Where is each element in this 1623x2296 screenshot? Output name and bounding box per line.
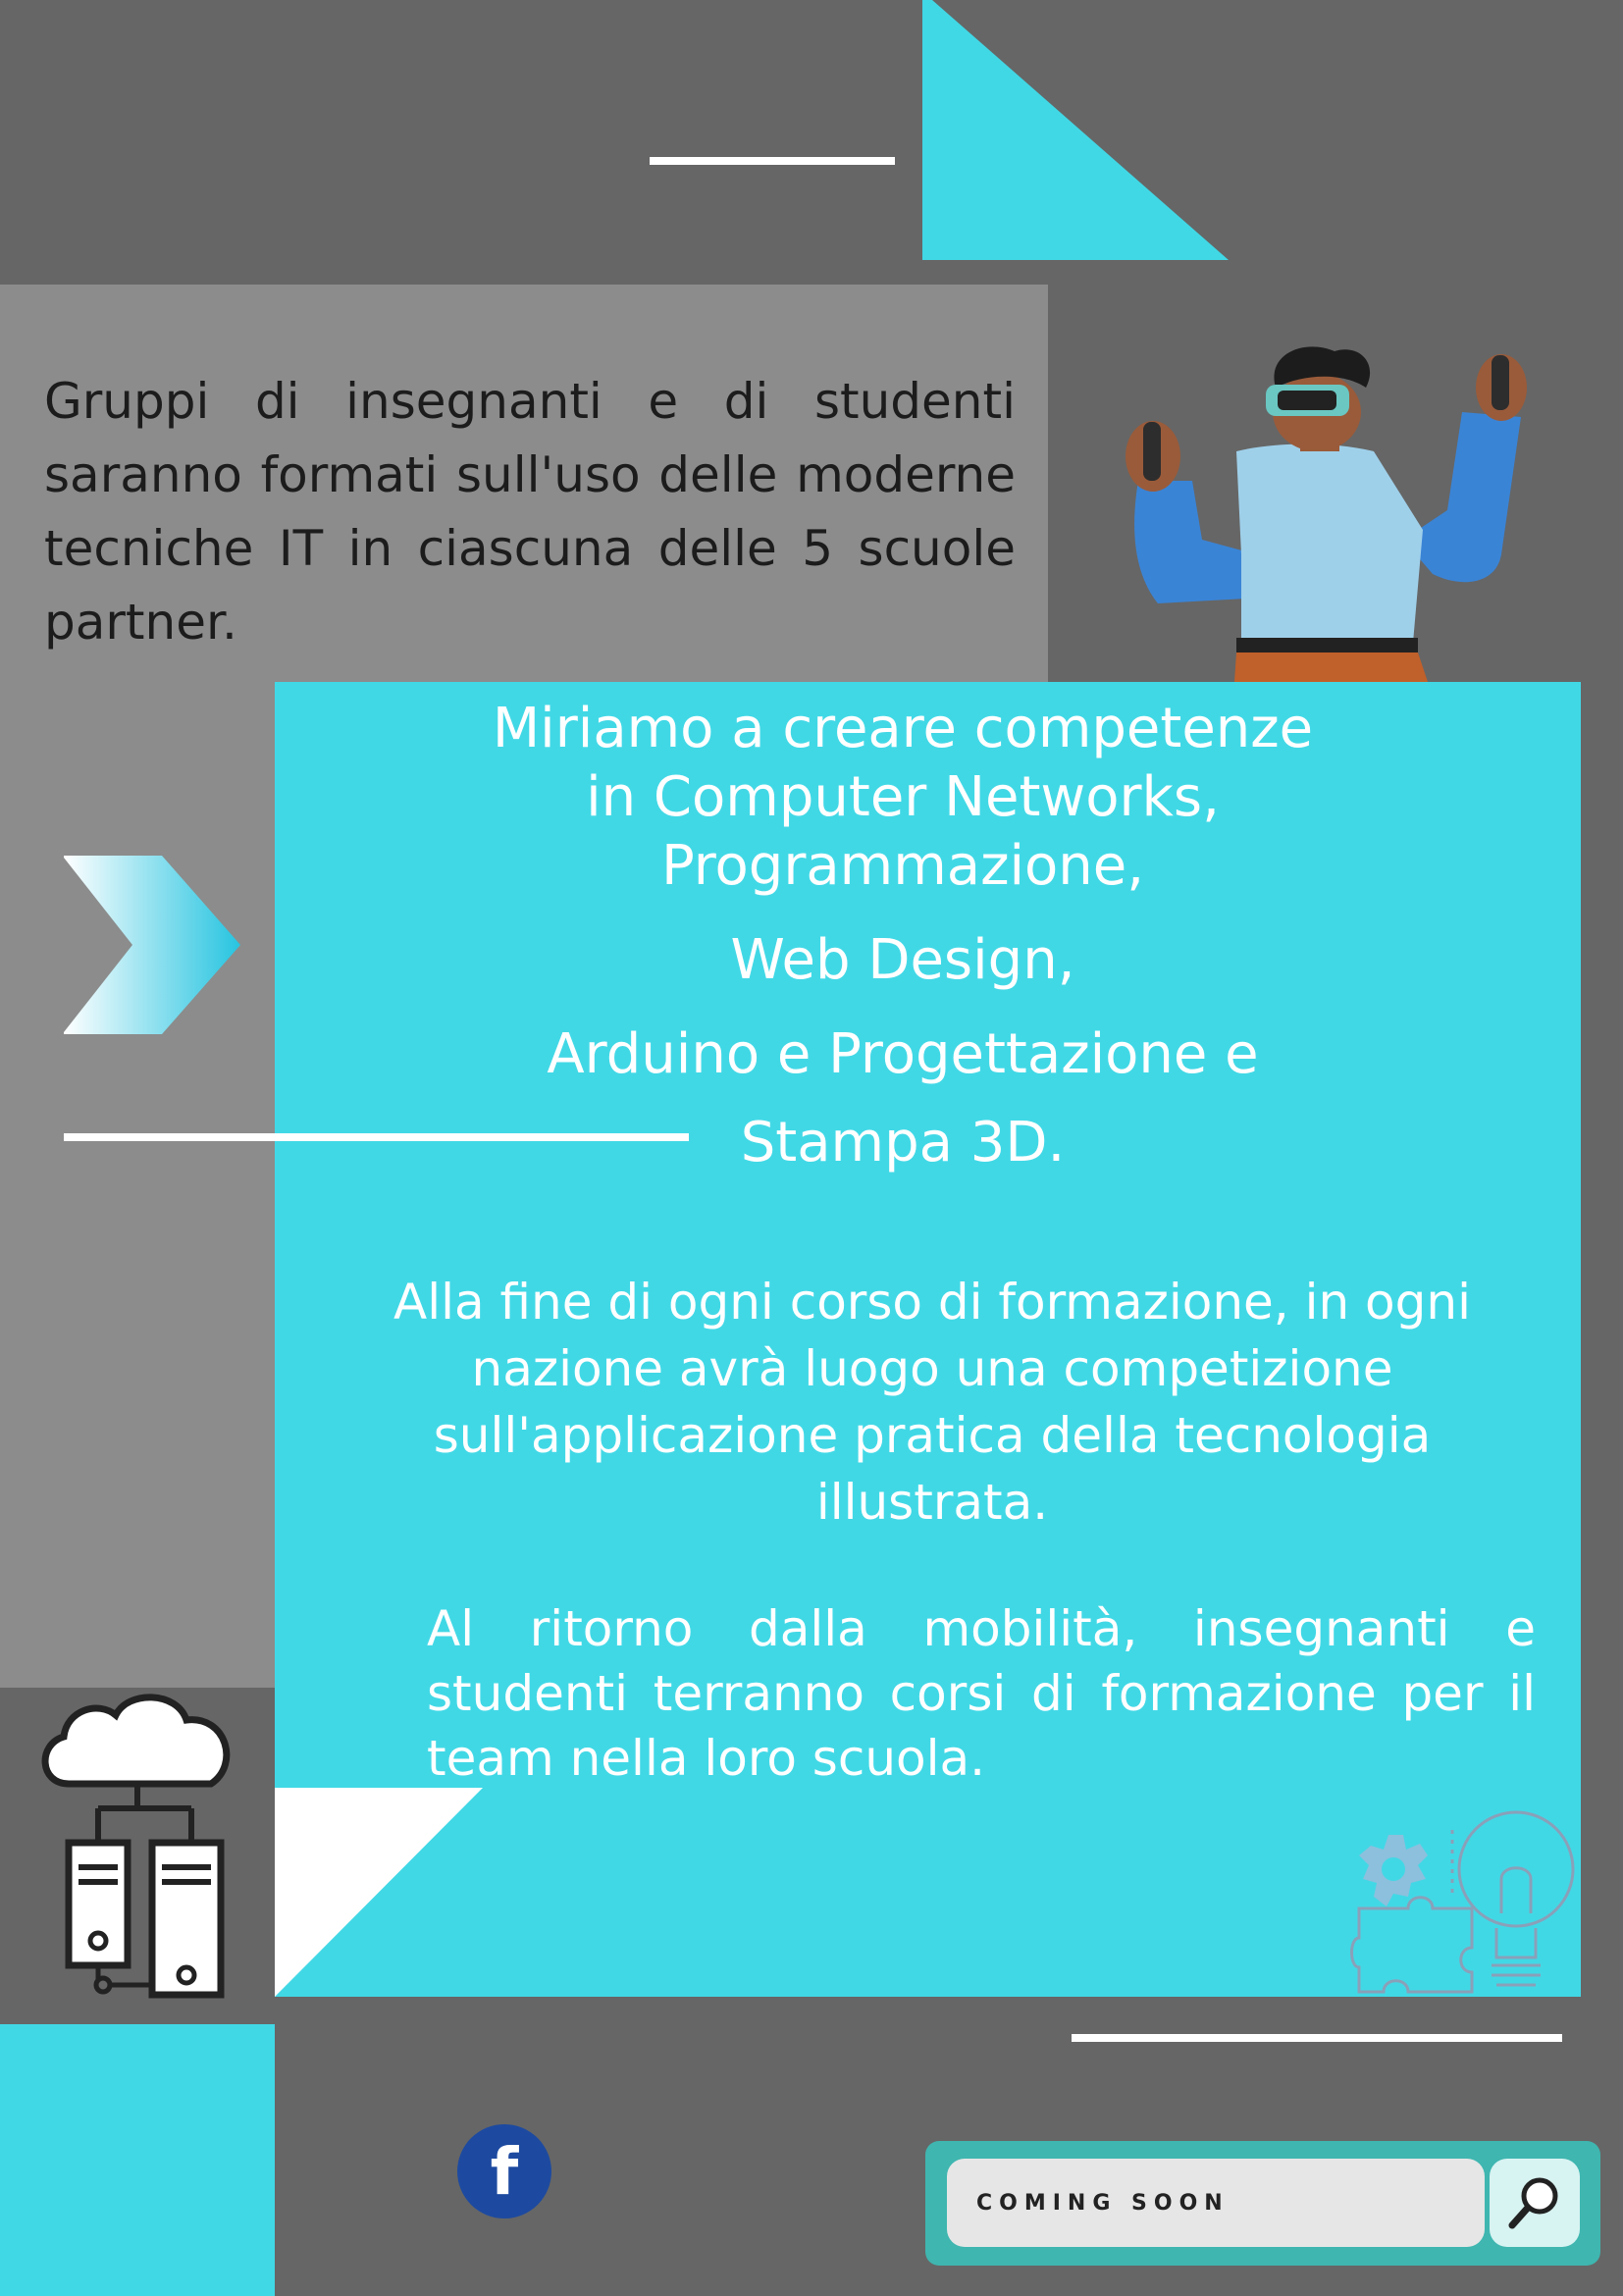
white-triangle-decoration <box>275 1788 486 1997</box>
return-training-paragraph: Al ritorno dalla mobilità, insegnanti e studenti terranno corsi di formazione per il team nella loro scuola. <box>427 1600 1536 1787</box>
headline-block <box>393 695 1413 1177</box>
headline-line-1: Miriamo a creare competenze <box>492 697 1314 760</box>
cloud-server-icon <box>29 1686 250 2005</box>
idea-gear-puzzle-icon <box>1349 1800 1580 1997</box>
competition-paragraph: Alla fine di ogni corso di formazione, in ogni nazione avrà luogo una competizione sull'applicazione pratica della tecnologia illustrata. <box>393 1274 1471 1531</box>
facebook-icon[interactable] <box>457 2124 551 2218</box>
headline-line-5: Arduino e Progettazione e <box>547 1022 1259 1086</box>
intro-paragraph: Gruppi di insegnanti e di studenti saranno formati sull'uso delle moderne tecniche IT in ciascuna delle 5 scuole partner. <box>44 373 1016 651</box>
top-white-line <box>650 157 895 165</box>
headline-line-2: in Computer Networks, <box>586 765 1220 829</box>
search-bar <box>925 2141 1600 2266</box>
search-button[interactable] <box>1490 2159 1580 2247</box>
chevron-arrow-icon <box>64 856 240 1034</box>
magnifier-icon <box>1506 2174 1563 2231</box>
search-input[interactable] <box>947 2159 1485 2247</box>
bottom-white-line <box>1072 2034 1562 2042</box>
bottom-left-cyan-block <box>0 2024 275 2296</box>
headline-line-6: Stampa 3D. <box>740 1111 1066 1174</box>
vr-person-illustration <box>1109 343 1541 682</box>
top-cyan-triangle <box>922 0 1231 260</box>
facebook-glyph: f <box>490 2133 519 2210</box>
headline-line-4: Web Design, <box>730 928 1075 992</box>
headline-line-3: Programmazione, <box>660 834 1145 898</box>
